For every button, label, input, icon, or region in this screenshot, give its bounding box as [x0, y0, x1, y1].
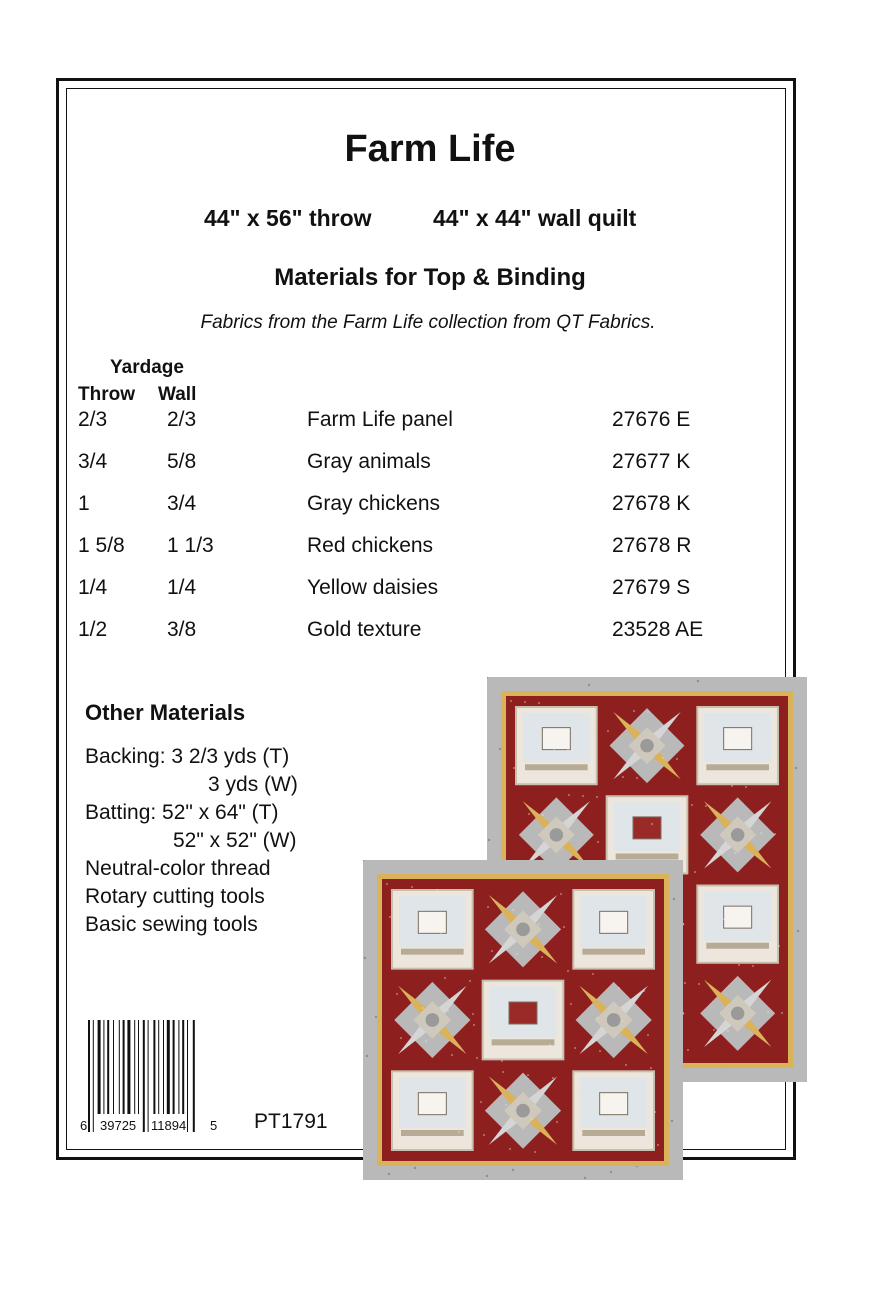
- table-cell-code: 27677 K: [612, 450, 691, 473]
- backing-wall: 3 yds (W): [208, 773, 298, 796]
- pattern-code: PT1791: [254, 1110, 328, 1133]
- table-cell-fabric: Yellow daisies: [307, 576, 439, 599]
- table-cell-wall: 5/8: [167, 450, 197, 473]
- yardage-label: Yardage: [110, 357, 184, 378]
- table-cell-wall: 1/4: [167, 576, 197, 599]
- other-materials-heading: Other Materials: [85, 700, 246, 725]
- materials-heading: Materials for Top & Binding: [274, 264, 586, 291]
- table-cell-throw: 1/4: [78, 576, 108, 599]
- table-cell-fabric: Gold texture: [307, 618, 422, 641]
- table-cell-wall: 1 1/3: [167, 534, 214, 557]
- backing-throw: Backing: 3 2/3 yds (T): [85, 745, 290, 768]
- table-cell-fabric: Gray chickens: [307, 492, 441, 515]
- wall-size: 44" x 44" wall quilt: [433, 205, 637, 231]
- table-cell-throw: 2/3: [78, 408, 108, 431]
- batting-wall: 52" x 52" (W): [173, 829, 297, 852]
- barcode-digits-3: 11894: [151, 1118, 187, 1133]
- throw-size: 44" x 56" throw: [204, 205, 372, 231]
- barcode-digit-4: 5: [210, 1118, 218, 1133]
- barcode-icon: [88, 1020, 213, 1132]
- table-cell-wall: 2/3: [167, 408, 197, 431]
- table-cell-throw: 1/2: [78, 618, 108, 641]
- table-cell-code: 27676 E: [612, 408, 691, 431]
- table-cell-fabric: Gray animals: [307, 450, 431, 473]
- wall-quilt-photo: [363, 860, 683, 1180]
- cutting-tools-item: Rotary cutting tools: [85, 885, 265, 908]
- table-cell-throw: 3/4: [78, 450, 108, 473]
- table-cell-fabric: Farm Life panel: [307, 408, 453, 431]
- table-cell-throw: 1 5/8: [78, 534, 125, 557]
- table-cell-code: 27678 R: [612, 534, 692, 557]
- table-cell-wall: 3/4: [167, 492, 197, 515]
- table-cell-code: 27679 S: [612, 576, 691, 599]
- barcode-digit-1: 6: [80, 1118, 88, 1133]
- table-cell-fabric: Red chickens: [307, 534, 434, 557]
- fabric-collection-note: Fabrics from the Farm Life collection from QT Fabrics.: [200, 312, 656, 333]
- pattern-title: Farm Life: [344, 128, 516, 170]
- sewing-tools-item: Basic sewing tools: [85, 913, 258, 936]
- barcode-digits-2: 39725: [100, 1118, 137, 1133]
- table-cell-throw: 1: [78, 492, 90, 515]
- table-cell-wall: 3/8: [167, 618, 197, 641]
- batting-throw: Batting: 52" x 64" (T): [85, 801, 279, 824]
- thread-item: Neutral-color thread: [85, 857, 271, 880]
- table-cell-code: 27678 K: [612, 492, 691, 515]
- wall-column-header: Wall: [158, 384, 197, 405]
- table-cell-code: 23528 AE: [612, 618, 704, 641]
- throw-column-header: Throw: [78, 384, 135, 405]
